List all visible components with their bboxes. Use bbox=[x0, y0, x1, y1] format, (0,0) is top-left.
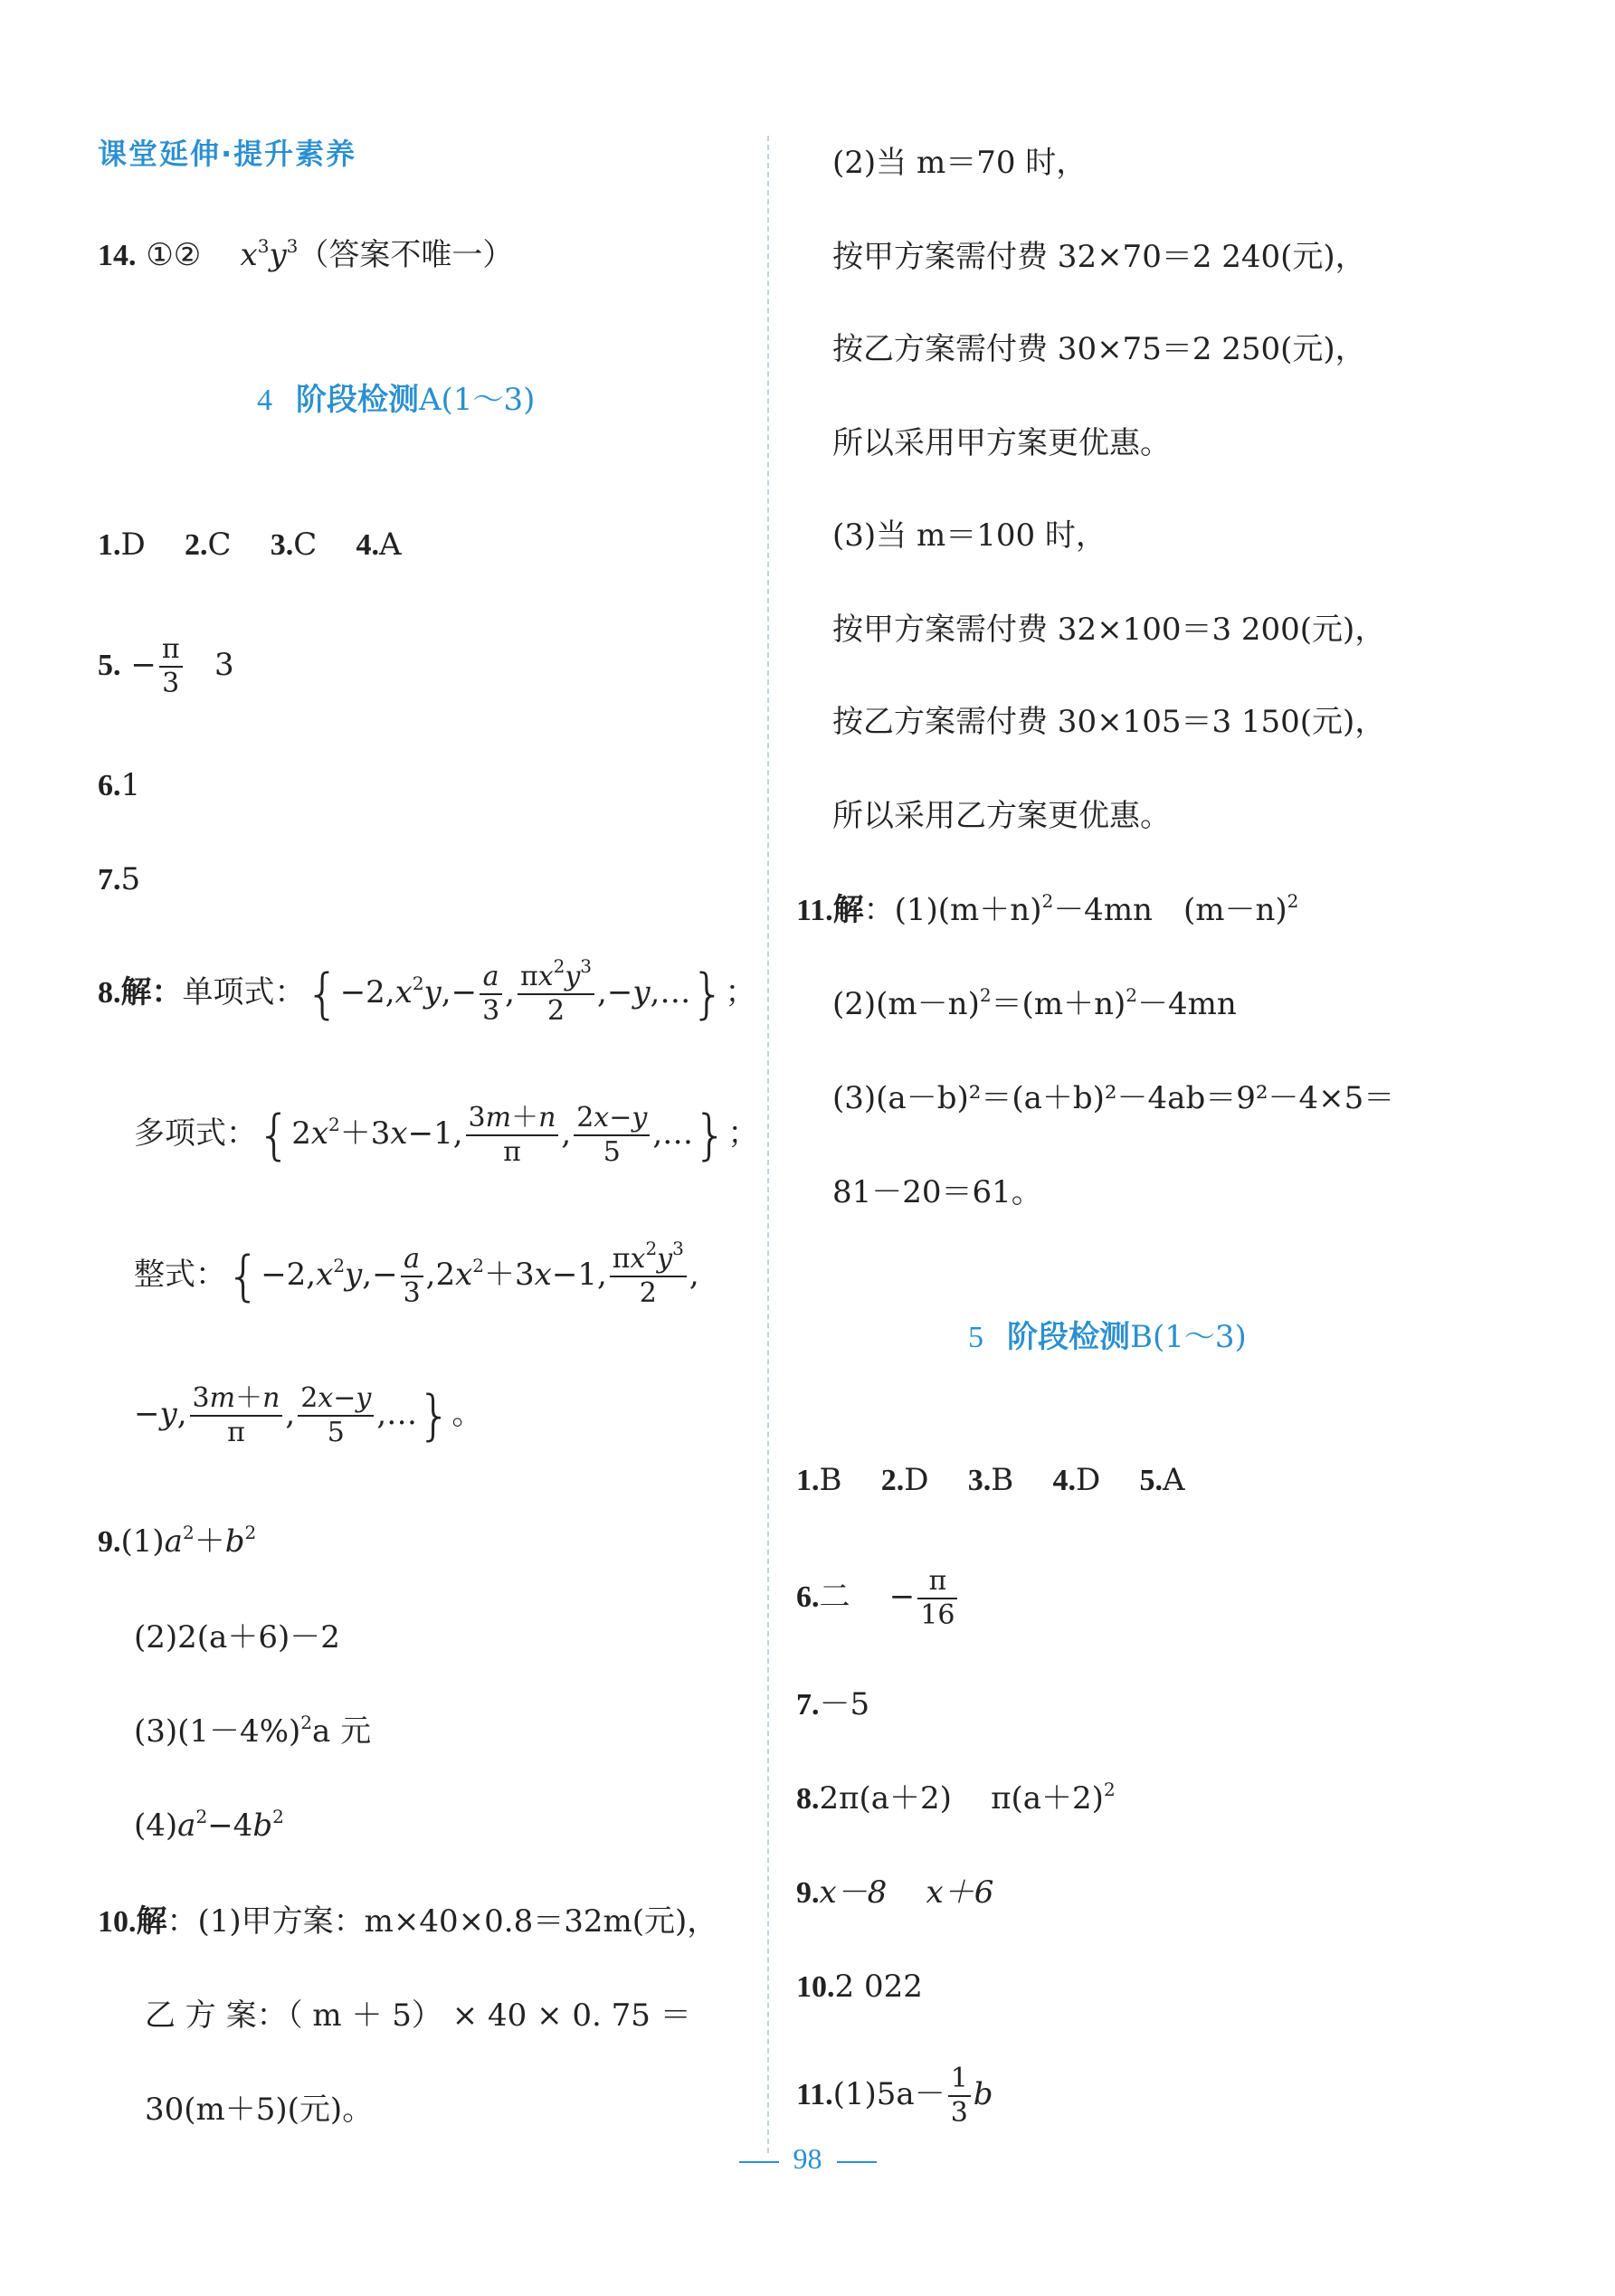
answer-b6: 6.二 − $\frac{\pi}{16}$ bbox=[796, 1565, 960, 1632]
answers-1-4: 1.D 2.C 3.C 4.A bbox=[98, 527, 402, 563]
answer-11-line4: 81－20＝61。 bbox=[832, 1174, 1042, 1210]
section-heading: 课堂延伸·提升素养 bbox=[98, 137, 357, 171]
section-title-a: 4 阶段检测A(1～3) bbox=[257, 382, 536, 418]
left-column bbox=[98, 0, 767, 2171]
answer-9-1: $9.(1)a^2+b^2$ bbox=[98, 1522, 257, 1560]
column-divider bbox=[767, 136, 769, 2153]
answer-10-plan-b-100: 按乙方案需付费 30×105＝3 150(元)， bbox=[832, 704, 1386, 740]
answer-10-plan-a-100: 按甲方案需付费 32×100＝3 200(元)， bbox=[832, 612, 1386, 648]
answer-8-polynomials: 多项式：{$2x^2+3x-1$, $\frac{3m+n}{\pi}$ , $\frac{2x-y}{5}$ ,…}； bbox=[134, 1102, 759, 1168]
answer-9-4: $(4)a^2-4b^2$ bbox=[134, 1806, 284, 1844]
answer-11-line2: $(2)(m-n)^2=(m+n)^2-4mn$ bbox=[832, 984, 1237, 1022]
answer-b7: 7.－5 bbox=[796, 1686, 870, 1722]
answer-b11: 11.(1)5a－ $\frac{1}{3}$ b bbox=[796, 2063, 993, 2129]
answer-10-plan-b-70: 按乙方案需付费 30×75＝2 250(元)， bbox=[832, 331, 1366, 367]
fraction: $\frac{\pi}{3}$ bbox=[159, 633, 183, 700]
right-column bbox=[796, 0, 1484, 2171]
answer-5: 5. − $\frac{\pi}{3}$ 3 bbox=[98, 633, 234, 699]
page-number: 98 bbox=[0, 2142, 1615, 2176]
answer-11-line3: (3)(a－b)²＝(a＋b)²－4ab＝9²－4×5＝ bbox=[832, 1080, 1395, 1116]
answer-b8: 8.2π(a＋2) $\pi(a+2)^2$ bbox=[796, 1779, 1116, 1817]
answer-8-integral: 整式：{$-2,x^2y,-$ $\frac{a}{3}$ $,2x^2+3x-1$, $\frac{\pi x^2y^3}{2}$ , bbox=[134, 1238, 699, 1309]
answer-10-conclusion-1: 所以采用甲方案更优惠。 bbox=[832, 425, 1171, 461]
answer-b9: 9.x－8 x＋6 bbox=[796, 1874, 994, 1911]
answer-11-line1: 11.解：$(1)(m+n)^2-4mn$ $(m-n)^2$ bbox=[796, 890, 1299, 928]
answer-10-conclusion-2: 所以采用乙方案更优惠。 bbox=[832, 798, 1171, 834]
answer-9-3: $(3)(1-4\%)^2a$ 元 bbox=[134, 1712, 372, 1750]
answer-10-line3: 30(m＋5)(元)。 bbox=[145, 2092, 374, 2128]
answer-b10: 10.2 022 bbox=[796, 1969, 923, 2005]
answer-8-monomials: 8.解：单项式：{$-2,x^2y,-$ $\frac{a}{3}$ , $\frac{\pi x^2y^3}{2}$ ,−y,…}； bbox=[98, 955, 756, 1027]
answer-10-plan-a-70: 按甲方案需付费 32×70＝2 240(元)， bbox=[832, 239, 1366, 275]
section-title-b: 5 阶段检测B(1～3) bbox=[968, 1319, 1247, 1355]
answer-10-line2: 乙 方 案：（ m ＋ 5） × 40 × 0. 75 ＝ bbox=[145, 1997, 691, 2034]
answer-14: 14. ①② $x^3y^3$（答案不唯一） bbox=[98, 235, 514, 273]
answer-10-line1: 10.解：(1)甲方案：m×40×0.8＝32m(元)， bbox=[98, 1903, 718, 1940]
answer-7: 7.5 bbox=[98, 861, 141, 897]
answer-6: 6.1 bbox=[98, 767, 141, 803]
answer-8-integral-cont: −y, $\frac{3m+n}{\pi}$ , $\frac{2x-y}{5}$ ,…}。 bbox=[134, 1382, 483, 1448]
answer-10-part3: (3)当 m＝100 时， bbox=[832, 517, 1107, 554]
answer-9-2: (2)2(a＋6)－2 bbox=[134, 1619, 340, 1656]
answer-10-part2: (2)当 m＝70 时， bbox=[832, 145, 1088, 181]
answers-b-1-5: 1.B 2.D 3.B 4.D 5.A bbox=[796, 1462, 1185, 1498]
